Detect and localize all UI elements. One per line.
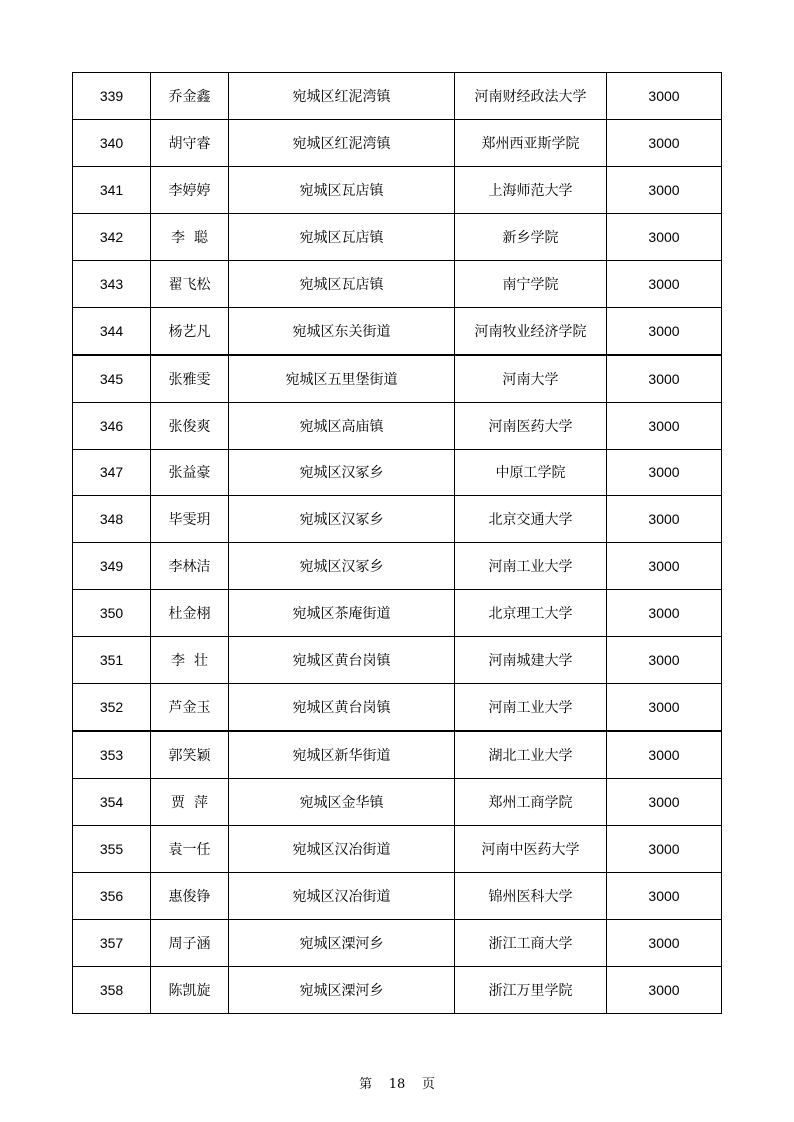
cell-amount: 3000: [607, 919, 722, 966]
cell-number: 353: [73, 731, 151, 778]
cell-amount: 3000: [607, 119, 722, 166]
cell-area: 宛城区汉冢乡: [229, 543, 455, 590]
cell-amount: 3000: [607, 307, 722, 354]
cell-school: 河南工业大学: [455, 684, 607, 731]
cell-number: 339: [73, 73, 151, 120]
cell-area: 宛城区溧河乡: [229, 966, 455, 1013]
cell-area: 宛城区汉冢乡: [229, 449, 455, 496]
table-row: [73, 307, 722, 354]
cell-area: 宛城区红泥湾镇: [229, 119, 455, 166]
cell-amount: 3000: [607, 779, 722, 826]
cell-name: 杨艺凡: [151, 307, 229, 354]
table-body: [73, 73, 722, 1014]
cell-amount: 3000: [607, 684, 722, 731]
cell-area: 宛城区瓦店镇: [229, 260, 455, 307]
cell-area: 宛城区高庙镇: [229, 402, 455, 449]
cell-school: 河南工业大学: [455, 543, 607, 590]
cell-amount: 3000: [607, 872, 722, 919]
cell-school: 北京交通大学: [455, 496, 607, 543]
cell-name: 李 聪: [151, 213, 229, 260]
cell-amount: 3000: [607, 731, 722, 778]
cell-name: 袁一任: [151, 826, 229, 873]
cell-amount: 3000: [607, 590, 722, 637]
cell-amount: 3000: [607, 355, 722, 402]
cell-number: 347: [73, 449, 151, 496]
cell-area: 宛城区汉冢乡: [229, 496, 455, 543]
cell-amount: 3000: [607, 402, 722, 449]
cell-name: 郭笑颖: [151, 731, 229, 778]
cell-school: 郑州西亚斯学院: [455, 119, 607, 166]
table-row: [73, 543, 722, 590]
cell-area: 宛城区五里堡街道: [229, 355, 455, 402]
cell-school: 中原工学院: [455, 449, 607, 496]
table-row: [73, 731, 722, 778]
cell-number: 345: [73, 355, 151, 402]
cell-name: 毕雯玥: [151, 496, 229, 543]
table-row: [73, 402, 722, 449]
table-row: [73, 684, 722, 731]
cell-amount: 3000: [607, 496, 722, 543]
cell-number: 357: [73, 919, 151, 966]
page-prefix: 第: [359, 1077, 373, 1092]
cell-school: 上海师范大学: [455, 166, 607, 213]
cell-area: 宛城区瓦店镇: [229, 213, 455, 260]
cell-area: 宛城区黄台岗镇: [229, 684, 455, 731]
cell-name: 李林洁: [151, 543, 229, 590]
cell-number: 354: [73, 779, 151, 826]
table-row: [73, 496, 722, 543]
table-row: [73, 637, 722, 684]
cell-amount: 3000: [607, 543, 722, 590]
table-row: [73, 355, 722, 402]
cell-amount: 3000: [607, 166, 722, 213]
table-row: [73, 119, 722, 166]
cell-area: 宛城区黄台岗镇: [229, 637, 455, 684]
cell-name: 乔金鑫: [151, 73, 229, 120]
cell-name: 李婷婷: [151, 166, 229, 213]
cell-number: 348: [73, 496, 151, 543]
page-footer: [0, 1073, 794, 1092]
cell-name: 张益豪: [151, 449, 229, 496]
cell-area: 宛城区金华镇: [229, 779, 455, 826]
table-row: [73, 826, 722, 873]
cell-amount: 3000: [607, 966, 722, 1013]
cell-area: 宛城区溧河乡: [229, 919, 455, 966]
cell-amount: 3000: [607, 449, 722, 496]
cell-area: 宛城区瓦店镇: [229, 166, 455, 213]
cell-name: 惠俊铮: [151, 872, 229, 919]
cell-school: 河南大学: [455, 355, 607, 402]
cell-school: 河南牧业经济学院: [455, 307, 607, 354]
table-row: [73, 213, 722, 260]
cell-amount: 3000: [607, 73, 722, 120]
cell-number: 358: [73, 966, 151, 1013]
cell-school: 湖北工业大学: [455, 731, 607, 778]
cell-area: 宛城区茶庵街道: [229, 590, 455, 637]
recipients-table: [72, 72, 722, 1014]
cell-name: 张雅雯: [151, 355, 229, 402]
cell-school: 河南中医药大学: [455, 826, 607, 873]
cell-name: 杜金栩: [151, 590, 229, 637]
page-number: 18: [388, 1077, 406, 1092]
table-row: [73, 779, 722, 826]
cell-number: 344: [73, 307, 151, 354]
cell-name: 张俊爽: [151, 402, 229, 449]
cell-school: 锦州医科大学: [455, 872, 607, 919]
cell-amount: 3000: [607, 637, 722, 684]
cell-number: 343: [73, 260, 151, 307]
cell-area: 宛城区东关街道: [229, 307, 455, 354]
cell-name: 胡守睿: [151, 119, 229, 166]
cell-area: 宛城区汉冶街道: [229, 872, 455, 919]
cell-area: 宛城区汉冶街道: [229, 826, 455, 873]
table-row: [73, 919, 722, 966]
table-row: [73, 73, 722, 120]
cell-number: 351: [73, 637, 151, 684]
cell-school: 河南医药大学: [455, 402, 607, 449]
cell-amount: 3000: [607, 213, 722, 260]
cell-amount: 3000: [607, 826, 722, 873]
cell-name: 贾 萍: [151, 779, 229, 826]
table-row: [73, 872, 722, 919]
cell-name: 李 壮: [151, 637, 229, 684]
cell-school: 河南城建大学: [455, 637, 607, 684]
table-row: [73, 590, 722, 637]
cell-number: 340: [73, 119, 151, 166]
cell-number: 342: [73, 213, 151, 260]
cell-school: 河南财经政法大学: [455, 73, 607, 120]
cell-school: 南宁学院: [455, 260, 607, 307]
cell-number: 356: [73, 872, 151, 919]
cell-amount: 3000: [607, 260, 722, 307]
cell-number: 349: [73, 543, 151, 590]
page-suffix: 页: [421, 1077, 435, 1092]
cell-school: 北京理工大学: [455, 590, 607, 637]
cell-name: 陈凯旋: [151, 966, 229, 1013]
cell-name: 芦金玉: [151, 684, 229, 731]
table-row: [73, 449, 722, 496]
cell-area: 宛城区红泥湾镇: [229, 73, 455, 120]
cell-number: 341: [73, 166, 151, 213]
cell-number: 352: [73, 684, 151, 731]
cell-number: 346: [73, 402, 151, 449]
cell-school: 郑州工商学院: [455, 779, 607, 826]
cell-name: 翟飞松: [151, 260, 229, 307]
cell-school: 浙江万里学院: [455, 966, 607, 1013]
cell-school: 新乡学院: [455, 213, 607, 260]
cell-area: 宛城区新华街道: [229, 731, 455, 778]
table-row: [73, 166, 722, 213]
cell-number: 350: [73, 590, 151, 637]
cell-school: 浙江工商大学: [455, 919, 607, 966]
table-row: [73, 966, 722, 1013]
table-row: [73, 260, 722, 307]
cell-number: 355: [73, 826, 151, 873]
cell-name: 周子涵: [151, 919, 229, 966]
